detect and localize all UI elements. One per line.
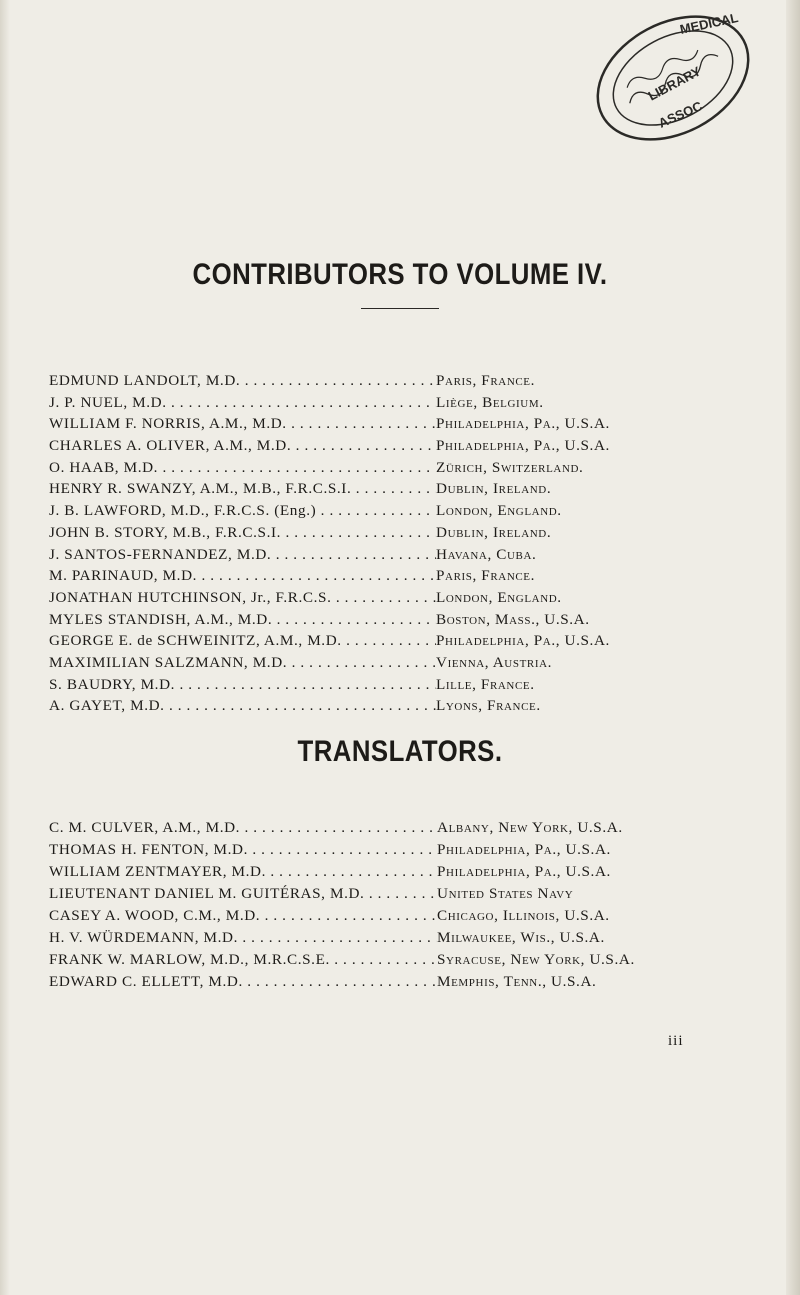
contributor-name: S. BAUDRY, M.D. . . . xyxy=(49,674,436,696)
translators-list xyxy=(49,817,769,993)
translator-name: EDWARD C. ELLETT, M.D. . . . xyxy=(49,971,437,993)
contributor-name: MYLES STANDISH, A.M., M.D. . . . xyxy=(49,609,436,631)
stamp-small-text: LIBRARY xyxy=(645,63,704,104)
stamp-bottom-text: ASSOC xyxy=(656,98,705,131)
contributor-place: Philadelphia, Pa., U.S.A. xyxy=(436,415,610,433)
translator-row xyxy=(49,861,769,883)
contributor-name: J. B. LAWFORD, M.D., F.R.C.S. (Eng.) . . . xyxy=(49,500,436,522)
contributor-place: Liège, Belgium. xyxy=(436,393,544,411)
contributor-name: GEORGE E. de SCHWEINITZ, A.M., M.D. . . . xyxy=(49,630,436,652)
stamp-top-text: MEDICAL xyxy=(678,10,740,37)
translator-place: Memphis, Tenn., U.S.A. xyxy=(437,973,597,990)
contributor-row xyxy=(49,478,769,500)
page-number: iii xyxy=(668,1033,684,1049)
contributor-name: JONATHAN HUTCHINSON, Jr., F.R.C.S. . . . xyxy=(49,587,436,609)
translator-name: WILLIAM ZENTMAYER, M.D. . . . xyxy=(49,861,437,883)
translator-place: Philadelphia, Pa., U.S.A. xyxy=(437,841,611,858)
contributor-row xyxy=(49,413,769,435)
contributor-place: Paris, France. xyxy=(436,567,536,585)
library-stamp xyxy=(583,10,758,145)
translator-place: United States Navy xyxy=(437,885,574,902)
contributor-place: Philadelphia, Pa., U.S.A. xyxy=(436,437,610,455)
translator-row xyxy=(49,839,769,861)
title-rule xyxy=(361,308,439,309)
contributors-list xyxy=(49,370,769,717)
translator-row xyxy=(49,971,769,993)
translator-name: H. V. WÜRDEMANN, M.D. . . . xyxy=(49,927,437,949)
contributor-row xyxy=(49,370,769,392)
translator-name: THOMAS H. FENTON, M.D. . . . xyxy=(49,839,437,861)
contributor-place: Boston, Mass., U.S.A. xyxy=(436,610,590,628)
contributor-name: HENRY R. SWANZY, A.M., M.B., F.R.C.S.I. . . . xyxy=(49,478,436,500)
contributor-place: Lyons, France. xyxy=(436,697,541,715)
translator-row xyxy=(49,949,769,971)
translator-place: Philadelphia, Pa., U.S.A. xyxy=(437,863,611,880)
contributor-row xyxy=(49,522,769,544)
page-title: CONTRIBUTORS TO VOLUME IV. xyxy=(192,258,608,291)
contributor-name: EDMUND LANDOLT, M.D. . . . xyxy=(49,370,436,392)
contributor-row xyxy=(49,565,769,587)
page-gutter-shadow xyxy=(0,0,10,1295)
contributor-row xyxy=(49,435,769,457)
contributor-row xyxy=(49,587,769,609)
translator-name: LIEUTENANT DANIEL M. GUITÉRAS, M.D. . . . xyxy=(49,883,437,905)
contributor-place: Dublin, Ireland. xyxy=(436,480,552,498)
contributor-row xyxy=(49,630,769,652)
contributor-place: Dublin, Ireland. xyxy=(436,523,552,541)
contributor-name: O. HAAB, M.D. . . . xyxy=(49,457,436,479)
contributor-place: London, England. xyxy=(436,502,562,520)
contributor-row xyxy=(49,500,769,522)
translator-place: Syracuse, New York, U.S.A. xyxy=(437,951,635,968)
translator-row xyxy=(49,905,769,927)
contributor-name: MAXIMILIAN SALZMANN, M.D. . . . xyxy=(49,652,436,674)
contributor-place: Lille, France. xyxy=(436,675,535,693)
page-edge xyxy=(786,0,800,1295)
translator-place: Chicago, Illinois, U.S.A. xyxy=(437,907,610,924)
contributor-place: Zürich, Switzerland. xyxy=(436,458,584,476)
contributor-row xyxy=(49,392,769,414)
contributor-row xyxy=(49,652,769,674)
contributor-row xyxy=(49,457,769,479)
translators-heading: TRANSLATORS. xyxy=(297,735,503,768)
contributor-name: J. SANTOS-FERNANDEZ, M.D. . . . xyxy=(49,544,436,566)
contributor-row xyxy=(49,544,769,566)
contributor-row xyxy=(49,609,769,631)
contributor-place: Philadelphia, Pa., U.S.A. xyxy=(436,632,610,650)
contributor-name: JOHN B. STORY, M.B., F.R.C.S.I. . . . xyxy=(49,522,436,544)
contributor-name: M. PARINAUD, M.D. . . . xyxy=(49,565,436,587)
contributor-name: WILLIAM F. NORRIS, A.M., M.D. . . . xyxy=(49,413,436,435)
translator-place: Albany, New York, U.S.A. xyxy=(437,819,623,836)
contributor-row xyxy=(49,674,769,696)
contributor-name: A. GAYET, M.D. . . . xyxy=(49,695,436,717)
translator-name: CASEY A. WOOD, C.M., M.D. . . . xyxy=(49,905,437,927)
translator-row xyxy=(49,817,769,839)
contributor-place: Paris, France. xyxy=(436,372,536,389)
contributor-place: London, England. xyxy=(436,588,562,606)
contributor-place: Havana, Cuba. xyxy=(436,545,537,563)
contributor-place: Vienna, Austria. xyxy=(436,653,553,671)
contributor-name: J. P. NUEL, M.D. . . . xyxy=(49,392,436,414)
translator-name: C. M. CULVER, A.M., M.D. . . . xyxy=(49,817,437,839)
translator-row xyxy=(49,927,769,949)
contributor-row xyxy=(49,695,769,717)
translator-place: Milwaukee, Wis., U.S.A. xyxy=(437,929,605,946)
translator-row xyxy=(49,883,769,905)
contributor-name: CHARLES A. OLIVER, A.M., M.D. . . . xyxy=(49,435,436,457)
translator-name: FRANK W. MARLOW, M.D., M.R.C.S.E. . . . xyxy=(49,949,437,971)
